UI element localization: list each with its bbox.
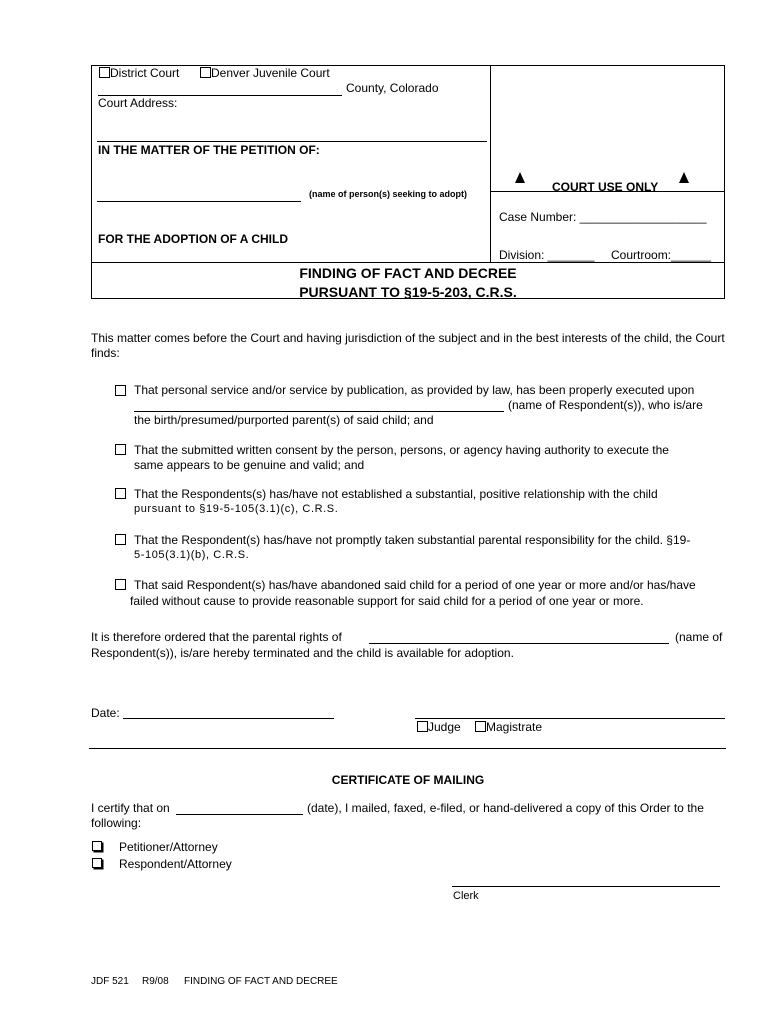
footer-form-id: JDF 521 xyxy=(91,976,129,987)
caption-divider-vertical xyxy=(490,65,491,263)
judge-label: Judge xyxy=(428,720,461,734)
county-label: County, Colorado xyxy=(346,81,439,95)
mailing-date-field[interactable] xyxy=(176,814,303,815)
finding-5-line1: That said Respondent(s) has/have abandoned said child for a period of one year or more and/or has/have xyxy=(134,578,696,592)
certificate-line1-end: (date), I mailed, faxed, e-filed, or hand-delivered a copy of this Order to the xyxy=(307,801,704,815)
courtroom-field[interactable]: Courtroom:______ xyxy=(611,248,712,262)
order-respondent-field[interactable] xyxy=(369,643,669,644)
magistrate-option[interactable] xyxy=(475,720,542,734)
clerk-label: Clerk xyxy=(453,890,479,902)
recipient-respondent-label: Respondent/Attorney xyxy=(119,857,232,871)
finding-4-line2: 5-105(3.1)(b), C.R.S. xyxy=(134,549,250,561)
finding-5-checkbox[interactable] xyxy=(115,579,126,590)
finding-3-checkbox[interactable] xyxy=(115,488,126,499)
court-address-label: Court Address: xyxy=(98,96,178,110)
footer-form-title: FINDING OF FACT AND DECREE xyxy=(184,976,338,987)
magistrate-label: Magistrate xyxy=(486,720,543,734)
judge-checkbox[interactable] xyxy=(417,721,428,732)
certificate-line1-start: I certify that on xyxy=(91,801,170,815)
finding-5-line2: failed without cause to provide reasonable support for said child for a period of one year or more. xyxy=(130,594,644,608)
certificate-line2: following: xyxy=(91,816,142,830)
matter-title: IN THE MATTER OF THE PETITION OF: xyxy=(98,143,320,157)
petitioner-name-field[interactable] xyxy=(97,201,301,202)
order-line1-end: (name of xyxy=(675,630,723,644)
finding-1-checkbox[interactable] xyxy=(115,385,126,396)
finding-1-line1: That personal service and/or service by publication, as provided by law, has been properly executed upon xyxy=(134,383,695,397)
finding-3-line2: pursuant to §19-5-105(3.1)(c), C.R.S. xyxy=(134,503,339,515)
finding-3-line1: That the Respondents(s) has/have not established a substantial, positive relationship with the child xyxy=(134,487,658,501)
order-line2: Respondent(s)), is/are hereby terminated and the child is available for adoption. xyxy=(91,646,514,660)
document-title-line2: PURSUANT TO §19-5-203, C.R.S. xyxy=(299,284,517,300)
clerk-signature-line[interactable] xyxy=(452,886,720,887)
adoption-title: FOR THE ADOPTION OF A CHILD xyxy=(98,232,288,246)
denver-juvenile-court-label: Denver Juvenile Court xyxy=(211,66,330,80)
caption-divider-horizontal xyxy=(91,262,725,263)
up-arrow-icon-right xyxy=(679,172,689,183)
finding-2-checkbox[interactable] xyxy=(115,444,126,455)
magistrate-checkbox[interactable] xyxy=(475,721,486,732)
court-option-district[interactable] xyxy=(99,66,179,80)
petitioner-hint: (name of person(s) seeking to adopt) xyxy=(309,189,468,199)
finding-1-line2: (name of Respondent(s)), who is/are xyxy=(508,398,703,412)
order-line1-start: It is therefore ordered that the parental rights of xyxy=(91,630,342,644)
case-number-field[interactable]: Case Number: ___________________ xyxy=(499,210,707,224)
section-divider xyxy=(89,748,726,749)
recipient-petitioner-checkbox[interactable] xyxy=(92,841,102,851)
judge-option[interactable] xyxy=(417,720,461,734)
footer-revision: R9/08 xyxy=(142,976,169,987)
up-arrow-icon-left xyxy=(515,172,525,183)
document-title xyxy=(91,264,725,302)
date-field[interactable] xyxy=(123,718,334,719)
finding-1-line3: the birth/presumed/purported parent(s) of said child; and xyxy=(134,413,434,427)
court-option-denver-juvenile[interactable] xyxy=(200,66,330,80)
recipient-petitioner-label: Petitioner/Attorney xyxy=(119,840,218,854)
finding-4-checkbox[interactable] xyxy=(115,534,126,545)
division-field[interactable]: Division: _______ xyxy=(499,248,595,262)
date-label: Date: xyxy=(91,706,120,720)
court-address-field[interactable] xyxy=(97,141,487,142)
denver-juvenile-court-checkbox[interactable] xyxy=(200,67,211,78)
judge-signature-line[interactable] xyxy=(415,718,725,719)
court-use-divider xyxy=(490,191,725,192)
finding-1-respondent-field[interactable] xyxy=(134,411,504,412)
recipient-respondent-checkbox[interactable] xyxy=(92,858,102,868)
finding-2-line2: same appears to be genuine and valid; and xyxy=(134,458,365,472)
document-title-line1: FINDING OF FACT AND DECREE xyxy=(299,265,517,281)
finding-4-line1: That the Respondent(s) has/have not promptly taken substantial parental responsibility for the child. §19- xyxy=(134,533,691,547)
district-court-checkbox[interactable] xyxy=(99,67,110,78)
district-court-label: District Court xyxy=(110,66,180,80)
certificate-title: CERTIFICATE OF MAILING xyxy=(331,773,485,787)
finding-2-line1: That the submitted written consent by the person, persons, or agency having authority to execute the xyxy=(134,443,669,457)
court-use-only-label: COURT USE ONLY xyxy=(552,180,659,194)
intro-paragraph: This matter comes before the Court and having jurisdiction of the subject and in the best interests of the child, the Court finds: xyxy=(91,331,725,360)
